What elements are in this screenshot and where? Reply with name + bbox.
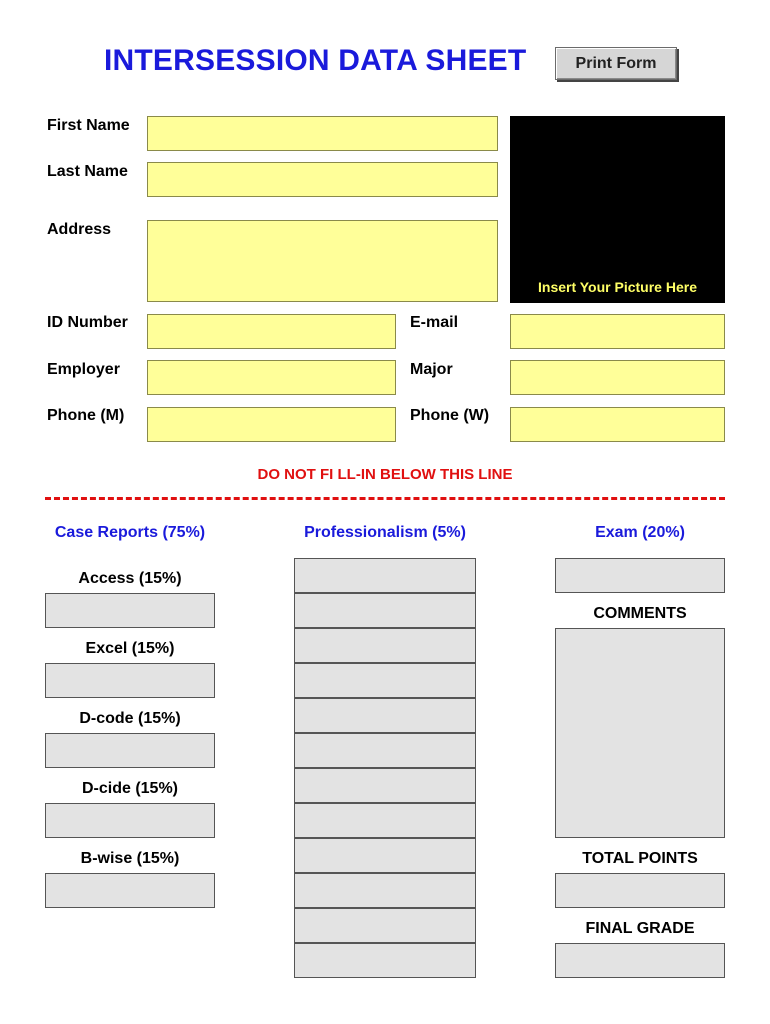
total-points-label: TOTAL POINTS: [582, 850, 698, 867]
major-label: Major: [410, 361, 453, 378]
email-field[interactable]: [510, 314, 725, 349]
picture-placeholder-text: Insert Your Picture Here: [538, 279, 697, 295]
last-name-label: Last Name: [47, 163, 128, 180]
professionalism-heading: Professionalism (5%): [304, 524, 466, 541]
professionalism-score-field[interactable]: [294, 908, 476, 943]
professionalism-score-field[interactable]: [294, 768, 476, 803]
excel-score-field[interactable]: [45, 663, 215, 698]
do-not-fill-warning: DO NOT FI LL-IN BELOW THIS LINE: [257, 466, 513, 483]
professionalism-grid: [294, 558, 476, 978]
d-code-score-field[interactable]: [45, 733, 215, 768]
divider-line: [45, 497, 725, 500]
id-number-label: ID Number: [47, 314, 128, 331]
b-wise-score-field[interactable]: [45, 873, 215, 908]
exam-heading: Exam (20%): [595, 524, 685, 541]
comments-field[interactable]: [555, 628, 725, 838]
first-name-field[interactable]: [147, 116, 498, 151]
address-field[interactable]: [147, 220, 498, 302]
first-name-label: First Name: [47, 117, 130, 134]
professionalism-score-field[interactable]: [294, 733, 476, 768]
final-grade-field[interactable]: [555, 943, 725, 978]
professionalism-score-field[interactable]: [294, 628, 476, 663]
employer-field[interactable]: [147, 360, 396, 395]
professionalism-score-field[interactable]: [294, 803, 476, 838]
email-label: E-mail: [410, 314, 459, 331]
professionalism-score-field[interactable]: [294, 943, 476, 978]
case-report-label: D-cide (15%): [81, 780, 179, 797]
phone-mobile-label: Phone (M): [47, 407, 125, 424]
last-name-field[interactable]: [147, 162, 498, 197]
professionalism-score-field[interactable]: [294, 698, 476, 733]
exam-score-field[interactable]: [555, 558, 725, 593]
phone-work-label: Phone (W): [410, 407, 490, 424]
comments-label: COMMENTS: [593, 605, 687, 622]
access-score-field[interactable]: [45, 593, 215, 628]
professionalism-score-field[interactable]: [294, 663, 476, 698]
phone-mobile-field[interactable]: [147, 407, 396, 442]
phone-work-field[interactable]: [510, 407, 725, 442]
d-cide-score-field[interactable]: [45, 803, 215, 838]
employer-label: Employer: [47, 361, 120, 378]
professionalism-score-field[interactable]: [294, 873, 476, 908]
final-grade-label: FINAL GRADE: [585, 920, 695, 937]
print-form-button[interactable]: Print Form: [555, 47, 677, 80]
page-title: INTERSESSION DATA SHEET: [104, 44, 527, 77]
professionalism-score-field[interactable]: [294, 558, 476, 593]
case-report-label: D-code (15%): [79, 710, 181, 727]
case-report-label: Access (15%): [78, 570, 182, 587]
professionalism-score-field[interactable]: [294, 838, 476, 873]
case-report-label: B-wise (15%): [80, 850, 180, 867]
id-number-field[interactable]: [147, 314, 396, 349]
major-field[interactable]: [510, 360, 725, 395]
address-label: Address: [47, 221, 112, 238]
case-reports-heading: Case Reports (75%): [54, 524, 206, 541]
case-report-label: Excel (15%): [85, 640, 175, 657]
picture-placeholder[interactable]: [510, 116, 725, 303]
professionalism-score-field[interactable]: [294, 593, 476, 628]
total-points-field[interactable]: [555, 873, 725, 908]
